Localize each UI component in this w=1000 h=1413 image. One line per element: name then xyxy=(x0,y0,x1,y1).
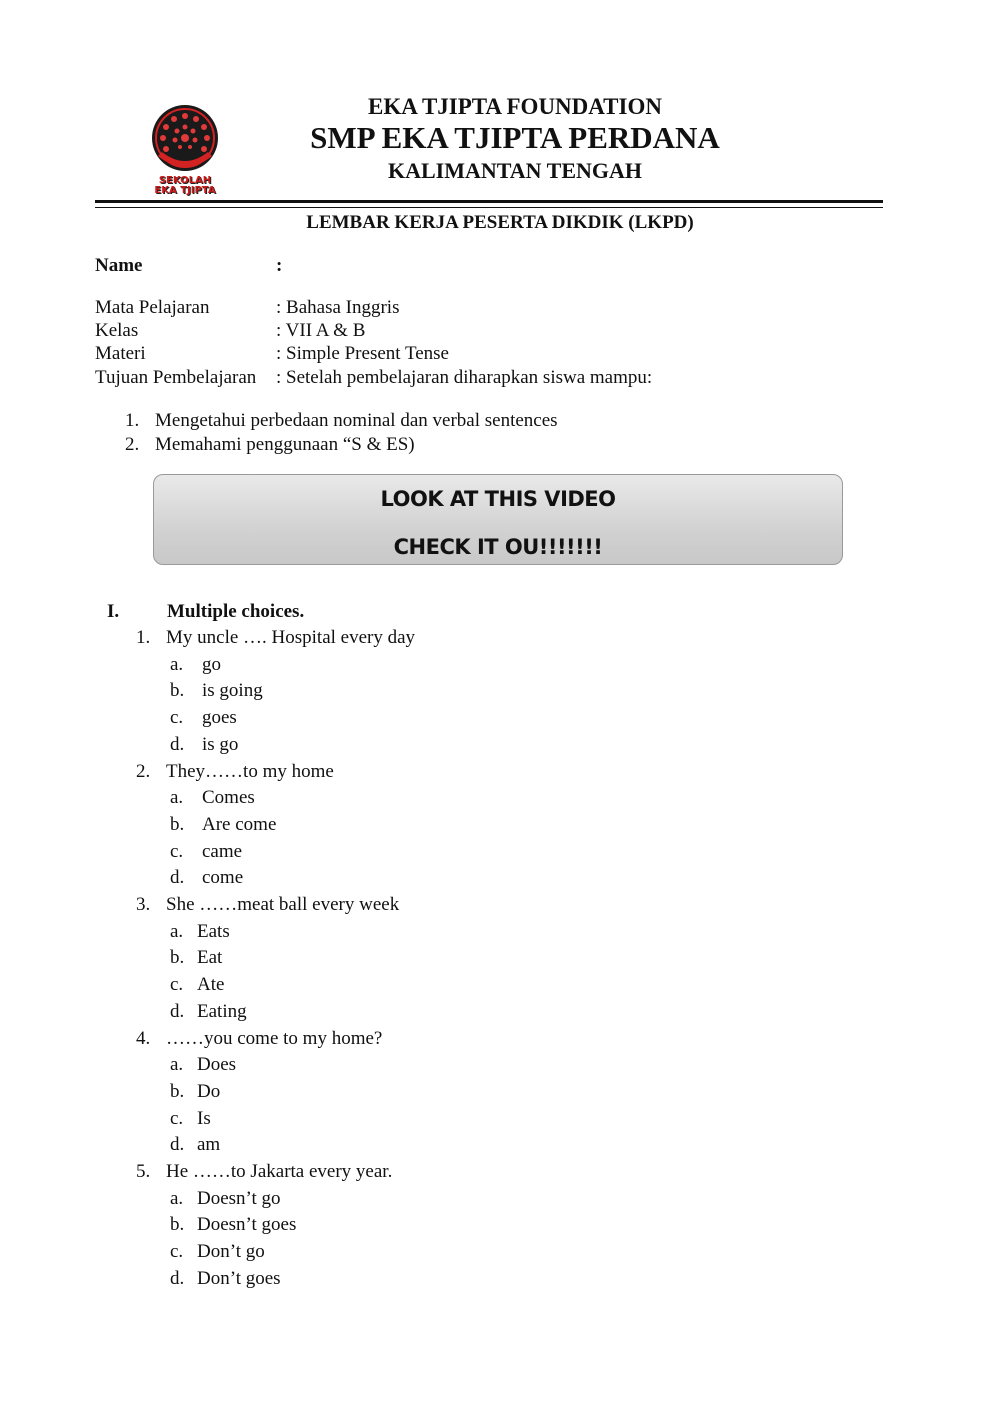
class-label: Kelas xyxy=(95,320,139,341)
option-text[interactable]: Eat xyxy=(197,947,223,969)
question-text: She ……meat ball every week xyxy=(166,894,400,915)
name-value: : xyxy=(276,255,283,276)
question-number: 4. xyxy=(136,1027,151,1049)
question-text: My uncle …. Hospital every day xyxy=(166,627,416,648)
option-letter: b. xyxy=(170,813,185,835)
option-text[interactable]: Eating xyxy=(197,1000,247,1022)
option-text[interactable]: is going xyxy=(202,680,263,702)
objective-text: Memahami penggunaan “S & ES) xyxy=(155,434,415,455)
foundation-title: EKA TJIPTA FOUNDATION xyxy=(368,94,662,119)
option-text[interactable]: Don’t goes xyxy=(197,1267,281,1289)
question-text: They……to my home xyxy=(166,760,334,782)
option-text[interactable]: Eats xyxy=(197,920,230,942)
option-letter: a. xyxy=(170,653,184,675)
option-letter: d. xyxy=(170,867,185,889)
option-letter: a. xyxy=(170,1187,184,1209)
option-letter: c. xyxy=(170,1241,184,1263)
option-letter: b. xyxy=(170,947,185,969)
option-text[interactable]: go xyxy=(202,653,221,675)
question-number: 1. xyxy=(136,627,151,648)
option-letter: a. xyxy=(170,920,184,942)
option-text[interactable]: came xyxy=(202,840,243,862)
option-text[interactable]: Comes xyxy=(202,787,255,809)
name-label: Name xyxy=(95,255,143,276)
option-text[interactable]: Doesn’t goes xyxy=(197,1214,297,1236)
objective-text: Mengetahui perbedaan nominal dan verbal sentences xyxy=(155,410,558,431)
option-letter: d. xyxy=(170,1134,185,1156)
video-callout-line2: CHECK IT OU!!!!!!! xyxy=(393,535,603,559)
option-text[interactable]: goes xyxy=(202,707,237,729)
logo-text-line2: EKA TJIPTA xyxy=(154,185,216,196)
subject-value: : Bahasa Inggris xyxy=(276,297,400,318)
video-callout-box[interactable] xyxy=(153,474,843,565)
option-letter: c. xyxy=(170,707,184,729)
class-value: : VII A & B xyxy=(276,320,366,341)
option-text[interactable]: Does xyxy=(197,1054,237,1076)
region-title: KALIMANTAN TENGAH xyxy=(387,158,643,183)
header-rule-thick xyxy=(95,200,883,203)
objective-label: Tujuan Pembelajaran xyxy=(95,367,257,388)
option-letter: d. xyxy=(170,1267,185,1289)
objective-value: : Setelah pembelajaran diharapkan siswa mampu: xyxy=(276,367,653,388)
material-label: Materi xyxy=(95,343,146,364)
question-number: 2. xyxy=(136,760,151,782)
video-callout-line1: LOOK AT THIS VIDEO xyxy=(380,487,616,511)
logo-text-line1: SEKOLAH xyxy=(158,175,212,186)
option-letter: d. xyxy=(170,1000,185,1022)
option-letter: c. xyxy=(170,840,184,862)
option-letter: b. xyxy=(170,680,185,702)
document-title: LEMBAR KERJA PESERTA DIKDIK (LKPD) xyxy=(306,212,694,233)
option-letter: c. xyxy=(170,1107,184,1129)
question-text: He ……to Jakarta every year. xyxy=(166,1161,393,1182)
question-text: ……you come to my home? xyxy=(166,1027,383,1049)
option-text[interactable]: Doesn’t go xyxy=(197,1187,281,1209)
section-numeral: I. xyxy=(107,601,120,622)
school-title: SMP EKA TJIPTA PERDANA xyxy=(310,120,720,155)
option-letter: c. xyxy=(170,974,184,996)
option-text[interactable]: Is xyxy=(197,1107,211,1129)
option-letter: b. xyxy=(170,1214,185,1236)
option-text[interactable]: am xyxy=(197,1134,221,1156)
option-letter: d. xyxy=(170,733,185,755)
option-text[interactable]: Do xyxy=(197,1080,221,1102)
objective-number: 2. xyxy=(125,434,140,455)
question-number: 3. xyxy=(136,894,151,915)
option-text[interactable]: Ate xyxy=(197,974,225,996)
option-text[interactable]: is go xyxy=(202,733,239,755)
material-value: : Simple Present Tense xyxy=(276,343,449,364)
option-text[interactable]: Are come xyxy=(202,813,277,835)
option-text[interactable]: come xyxy=(202,867,244,889)
question-number: 5. xyxy=(136,1161,151,1182)
option-letter: a. xyxy=(170,787,184,809)
header-rule-thin xyxy=(95,207,883,208)
option-text[interactable]: Don’t go xyxy=(197,1241,265,1263)
subject-label: Mata Pelajaran xyxy=(95,297,210,318)
option-letter: b. xyxy=(170,1080,185,1102)
section-title: Multiple choices. xyxy=(167,601,305,622)
objective-number: 1. xyxy=(125,410,140,431)
option-letter: a. xyxy=(170,1054,184,1076)
